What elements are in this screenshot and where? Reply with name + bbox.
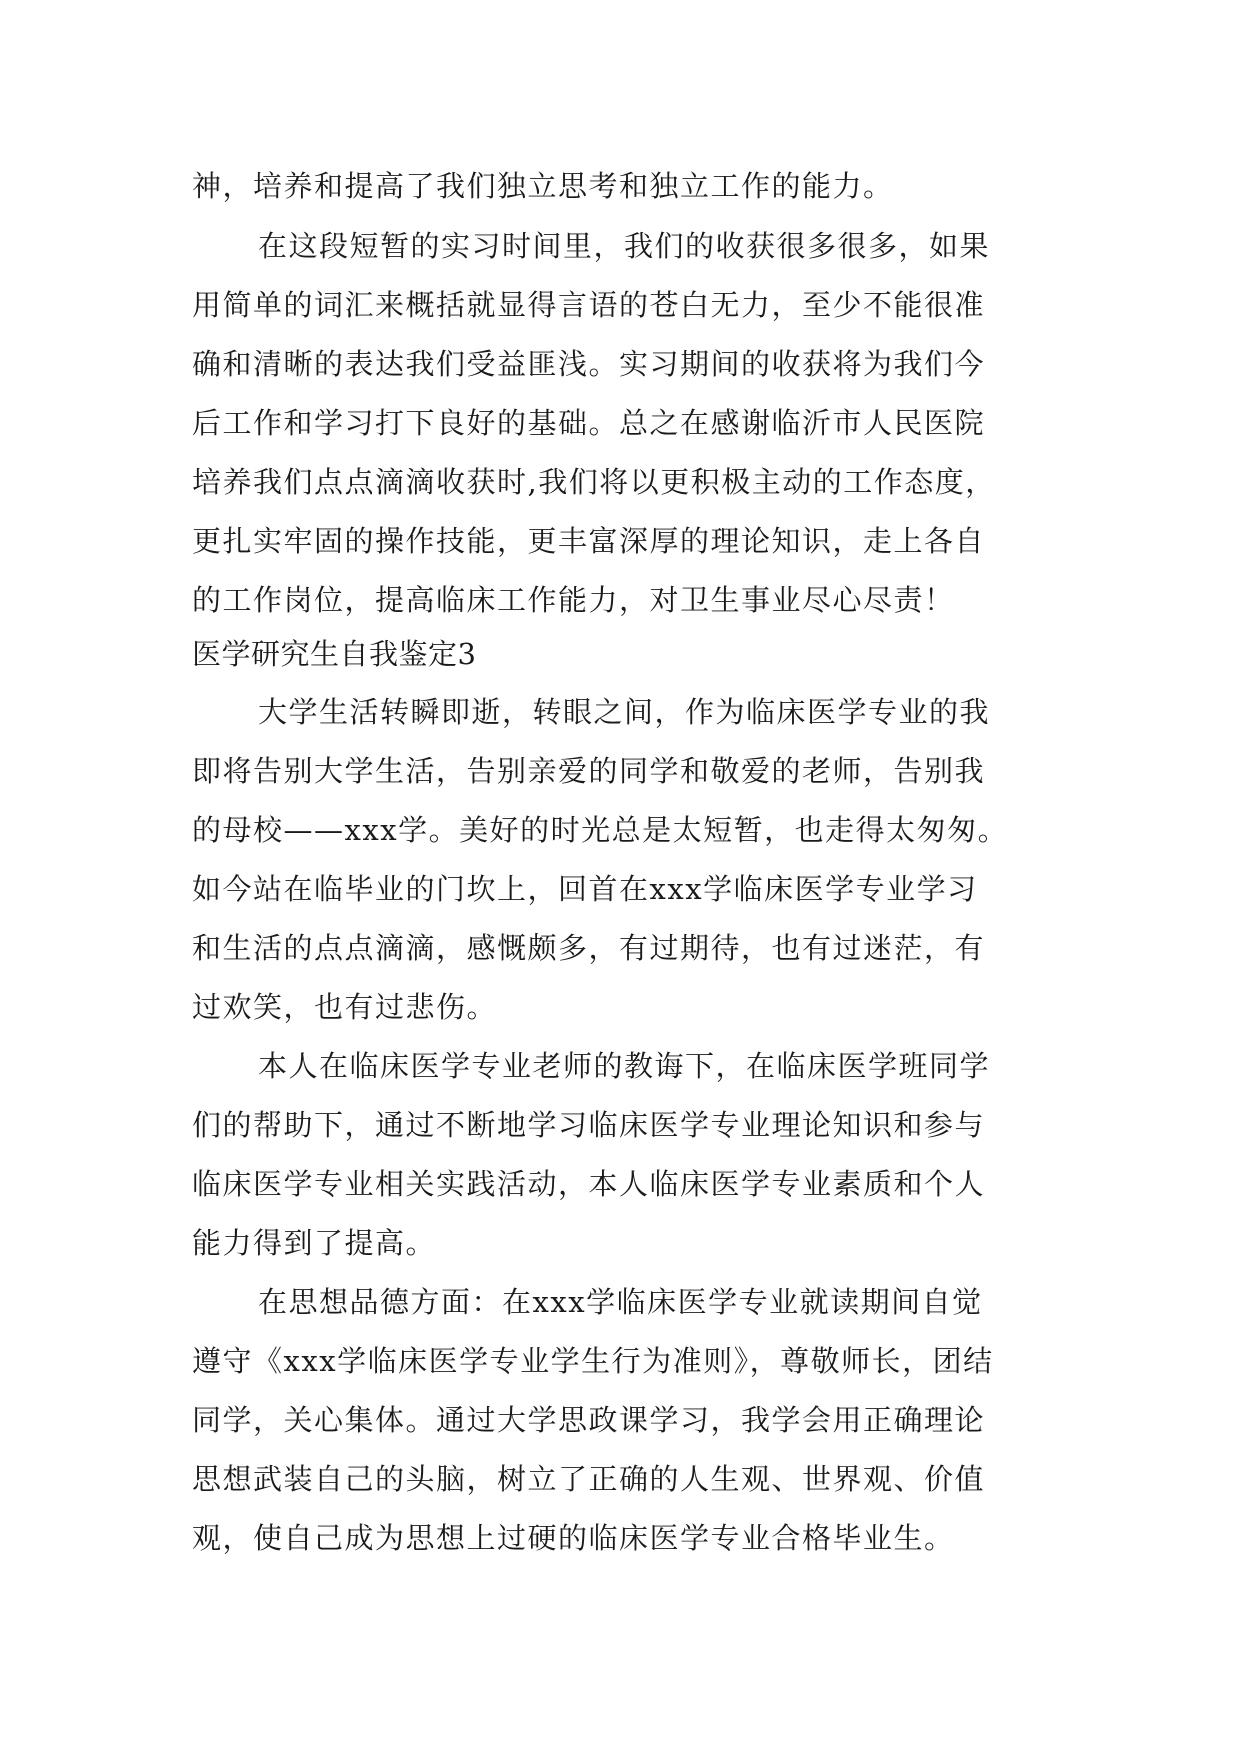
text-line: 能力得到了提高。	[192, 1226, 437, 1260]
text-line: 过欢笑，也有过悲伤。	[192, 990, 498, 1024]
text-line: 同学，关心集体。通过大学思政课学习，我学会用正确理论	[192, 1403, 986, 1437]
text-line: 即将告别大学生活，告别亲爱的同学和敬爱的老师，告别我	[192, 754, 986, 788]
text-line: 更扎实牢固的操作技能，更丰富深厚的理论知识，走上各自	[192, 524, 986, 558]
text-line: 如今站在临毕业的门坎上，回首在xxx学临床医学专业学习	[192, 872, 978, 906]
text-line: 临床医学专业相关实践活动，本人临床医学专业素质和个人	[192, 1167, 986, 1201]
paragraph-first-line: 在这段短暂的实习时间里，我们的收获很多很多，如果	[258, 229, 991, 263]
paragraph-first-line: 本人在临床医学专业老师的教诲下，在临床医学班同学	[258, 1049, 991, 1083]
text-line: 们的帮助下，通过不断地学习临床医学专业理论知识和参与	[192, 1108, 986, 1142]
text-line: 用简单的词汇来概括就显得言语的苍白无力，至少不能很准	[192, 288, 986, 322]
text-line: 后工作和学习打下良好的基础。总之在感谢临沂市人民医院	[192, 406, 986, 440]
text-line: 遵守《xxx学临床医学专业学生行为准则》，尊敬师长，团结	[192, 1344, 994, 1378]
text-line: 观，使自己成为思想上过硬的临床医学专业合格毕业生。	[192, 1521, 955, 1555]
text-line: 神，培养和提高了我们独立思考和独立工作的能力。	[192, 169, 894, 203]
paragraph-first-line: 在思想品德方面：在xxx学临床医学专业就读期间自觉	[258, 1285, 983, 1319]
text-line: 思想武装自己的头脑，树立了正确的人生观、世界观、价值	[192, 1462, 986, 1496]
paragraph-first-line: 大学生活转瞬即逝，转眼之间，作为临床医学专业的我	[258, 695, 991, 729]
text-line: 的母校——xxx学。美好的时光总是太短暂，也走得太匆匆。	[192, 813, 1009, 847]
section-heading: 医学研究生自我鉴定3	[192, 637, 477, 671]
text-line: 培养我们点点滴滴收获时,我们将以更积极主动的工作态度，	[192, 465, 996, 499]
text-line: 和生活的点点滴滴，感慨颇多，有过期待，也有过迷茫，有	[192, 931, 986, 965]
text-line: 的工作岗位，提高临床工作能力，对卫生事业尽心尽责！	[192, 583, 955, 617]
text-line: 确和清晰的表达我们受益匪浅。实习期间的收获将为我们今	[192, 347, 986, 381]
